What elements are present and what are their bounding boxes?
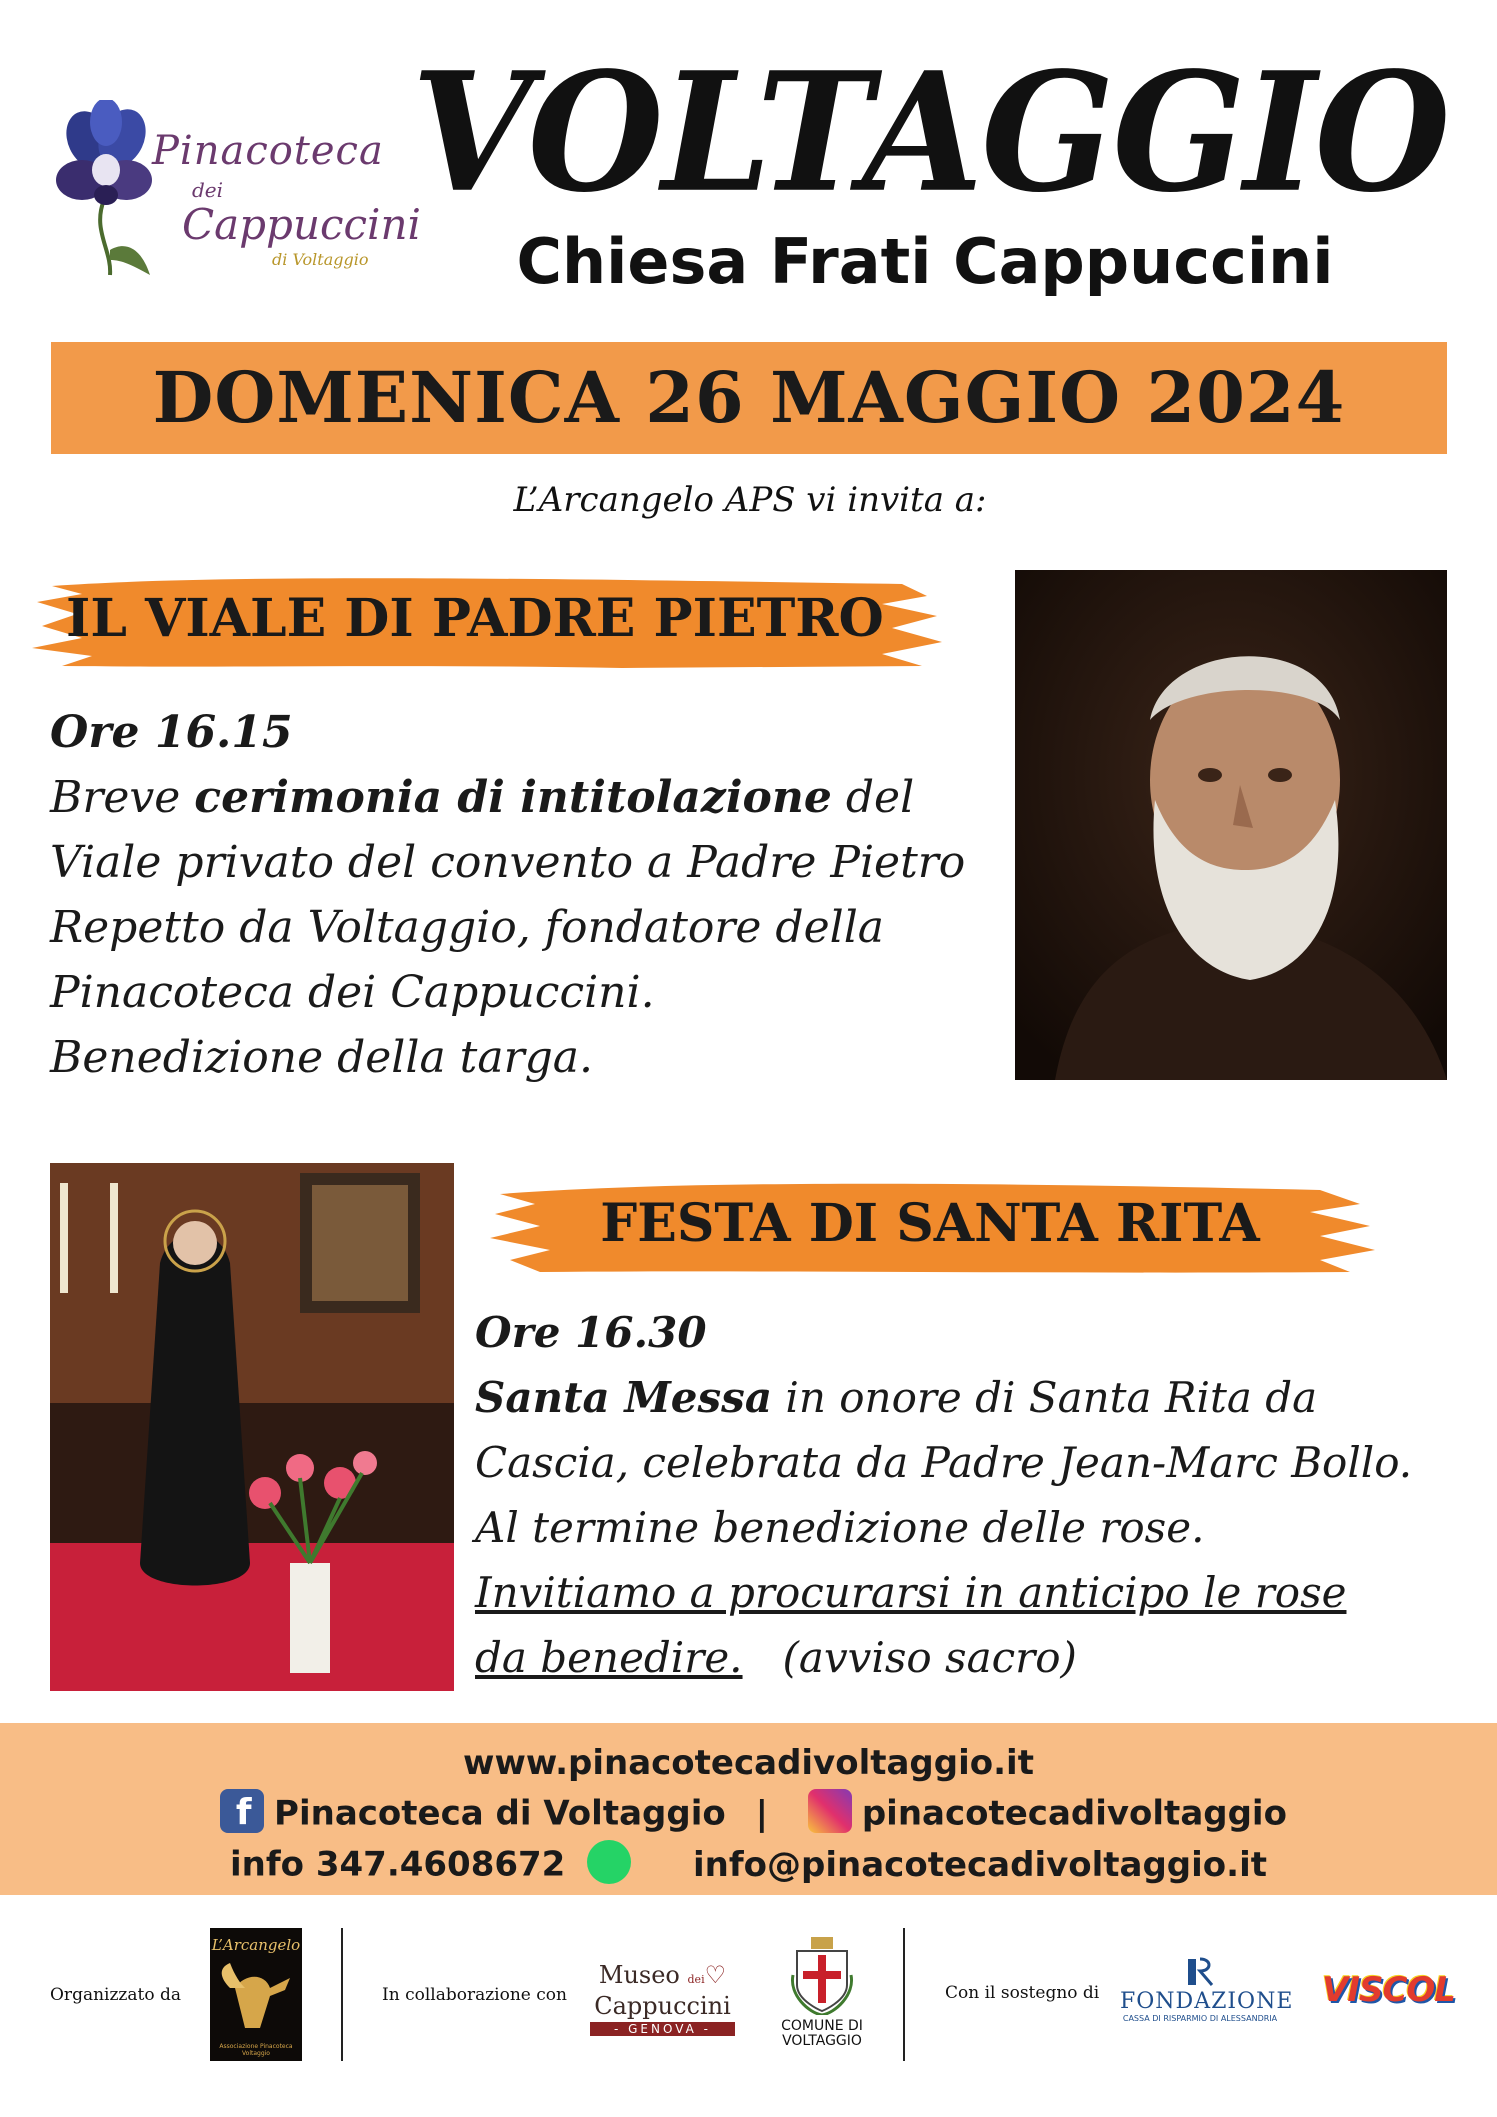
section1-line2: Viale privato del convento a Padre Pietro xyxy=(50,837,966,888)
section2-time: Ore 16.30 xyxy=(475,1308,707,1357)
section1-line4: Pinacoteca dei Cappuccini. xyxy=(50,967,655,1018)
section2-line3: Al termine benedizione delle rose. xyxy=(475,1503,1205,1552)
logo-line-dei: dei xyxy=(192,178,224,202)
fondazione-emblem-icon xyxy=(1182,1955,1218,1989)
instagram-icon xyxy=(808,1789,852,1833)
date-banner xyxy=(51,342,1447,454)
logo-line-di-voltaggio: di Voltaggio xyxy=(272,250,369,269)
section2-line4: Invitiamo a procurarsi in anticipo le rose xyxy=(475,1568,1347,1617)
date-text: DOMENICA 26 MAGGIO 2024 xyxy=(152,356,1346,439)
page-title: VOLTAGGIO xyxy=(411,36,1449,229)
facebook-icon: f xyxy=(220,1789,264,1833)
arcangelo-logo: L’Arcangelo Associazione Pinacoteca Voltaggio xyxy=(210,1928,302,2061)
section1-line1: Breve cerimonia di intitolazione del xyxy=(50,772,915,823)
phone-number[interactable]: info 347.4608672 xyxy=(230,1844,566,1885)
section2-line2: Cascia, celebrata da Padre Jean-Marc Bollo. xyxy=(475,1438,1413,1487)
iris-flower-icon xyxy=(52,100,162,280)
section2-line1: Santa Messa in onore di Santa Rita da xyxy=(475,1373,1318,1422)
section1-heading-banner xyxy=(22,556,952,686)
museo-cappuccini-logo: Museo dei♡ Cappuccini - GENOVA - xyxy=(590,1962,735,2042)
section2-heading: FESTA DI SANTA RITA xyxy=(600,1193,1260,1254)
section1-text xyxy=(50,700,1000,1090)
footer-divider-2 xyxy=(903,1928,905,2061)
coat-of-arms-icon xyxy=(789,1935,855,2015)
padre-pietro-portrait xyxy=(1015,570,1447,1080)
section1-time: Ore 16.15 xyxy=(50,707,293,758)
contact-line xyxy=(0,1844,1497,1888)
santa-rita-photo xyxy=(50,1163,454,1691)
facebook-link[interactable]: Pinacoteca di Voltaggio xyxy=(274,1793,726,1834)
instagram-link[interactable]: pinacotecadivoltaggio xyxy=(861,1793,1287,1834)
section2-text xyxy=(475,1300,1475,1690)
viscol-logo: VISCOL xyxy=(1322,1970,1455,2010)
section1-line3: Repetto da Voltaggio, fondatore della xyxy=(50,902,885,953)
page-subtitle: Chiesa Frati Cappuccini xyxy=(516,225,1334,298)
social-separator: | xyxy=(755,1793,768,1834)
website-link[interactable]: www.pinacotecadivoltaggio.it xyxy=(463,1743,1034,1783)
email-link[interactable]: info@pinacotecadivoltaggio.it xyxy=(693,1844,1267,1885)
social-line xyxy=(0,1793,1497,1837)
contact-band xyxy=(0,1723,1497,1895)
logo-line-pinacoteca: Pinacoteca xyxy=(152,128,384,174)
whatsapp-icon xyxy=(587,1840,631,1884)
invite-line: L’Arcangelo APS vi invita a: xyxy=(513,480,987,520)
organized-by-label: Organizzato da xyxy=(50,1985,182,2005)
section1-line5: Benedizione della targa. xyxy=(50,1032,593,1083)
support-label: Con il sostegno di xyxy=(945,1983,1100,2003)
section2-line5: da benedire. (avviso sacro) xyxy=(475,1633,1077,1682)
collaboration-label: In collaborazione con xyxy=(382,1985,567,2005)
logo-line-cappuccini: Cappuccini xyxy=(182,200,421,249)
footer-divider-1 xyxy=(341,1928,343,2061)
comune-voltaggio-logo: COMUNE DI VOLTAGGIO xyxy=(772,1935,872,2055)
pinacoteca-logo xyxy=(52,100,421,290)
section2-heading-banner xyxy=(480,1160,1380,1290)
angel-trumpet-icon xyxy=(210,1928,302,2061)
section1-heading: IL VIALE DI PADRE PIETRO xyxy=(66,588,884,649)
fondazione-logo: FONDAZIONE CASSA DI RISPARMIO DI ALESSANDRIA xyxy=(1120,1955,1280,2035)
